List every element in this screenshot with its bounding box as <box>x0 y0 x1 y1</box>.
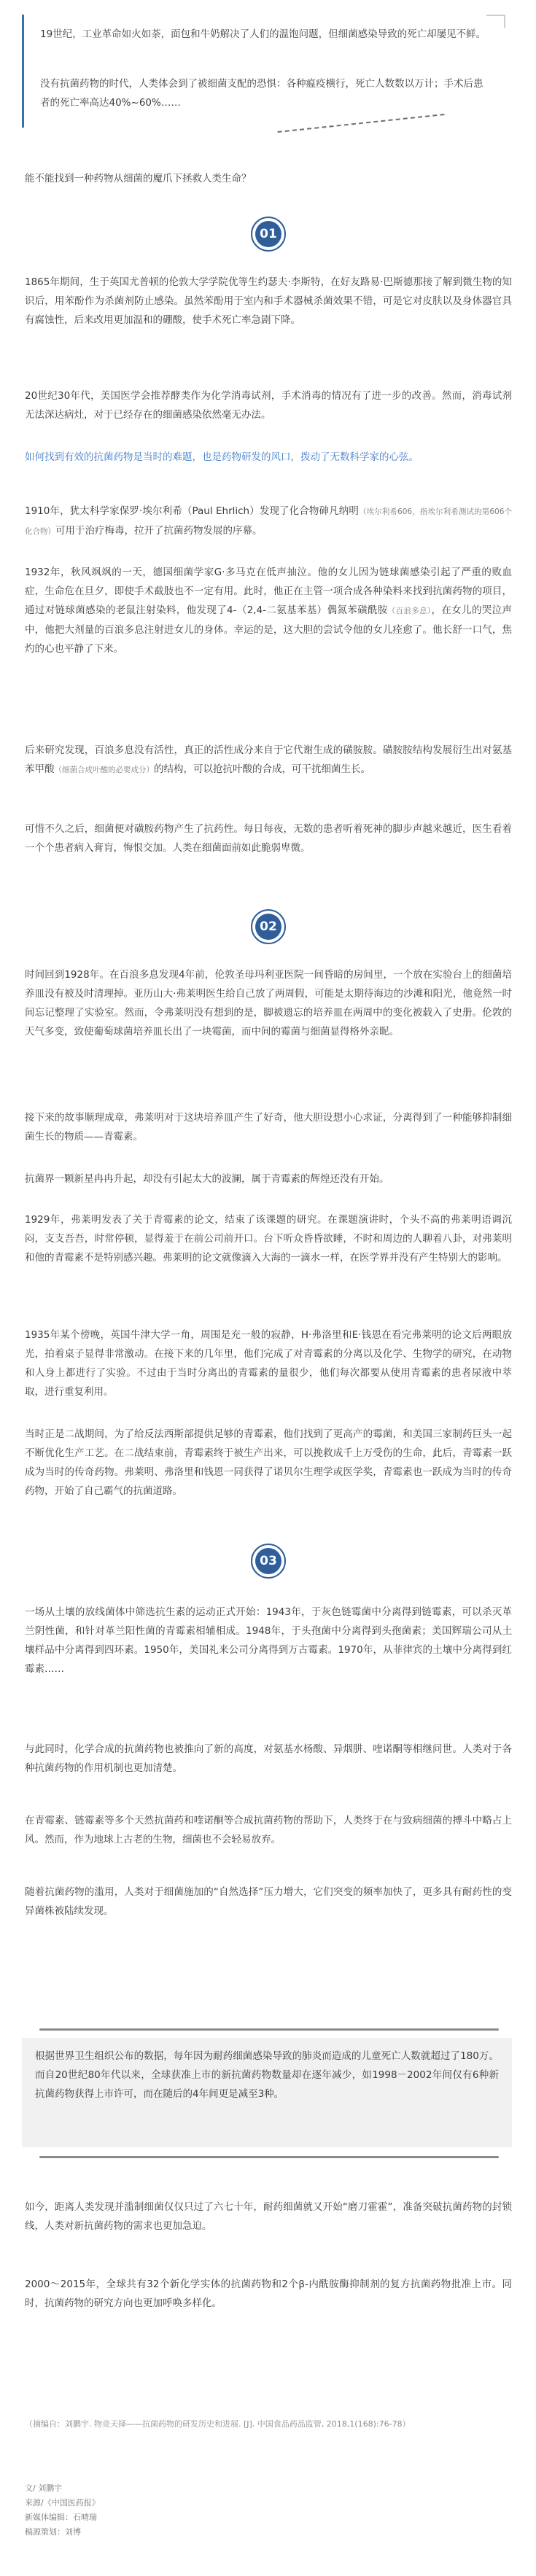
badge-number: 02 <box>260 919 277 934</box>
p3-text: 1910年，犹太科学家保罗·埃尔利希（Paul Ehrlich）发现了化合物砷凡纳明 <box>25 505 359 517</box>
credit-planner: 稿源策划：刘博 <box>25 2527 81 2537</box>
p4-text-b: ，在女儿的哭泣声中，他把大剂量的百浪多息注射进女儿的身体。幸运的是，这大胆的尝试令他的女儿痊愈了。他长舒一口气，焦灼的心也平静了下来。 <box>25 604 513 655</box>
p3-note: （埃尔利希606，指埃尔利希测试的第606个化合物） <box>25 507 512 536</box>
section1-paragraph-5 <box>25 741 512 779</box>
credit-author: 文/ 刘鹏宇 <box>25 2483 63 2493</box>
intro-paragraph-1: 19世纪，工业革命如火如荼，面包和牛奶解决了人们的温饱问题，但细菌感染导致的死亡却屡见不鲜。 <box>40 28 486 40</box>
section2-paragraph-2: 接下来的故事顺理成章，弗莱明对于这块培养皿产生了好奇，他大胆设想小心求证，分离得到了一种能够抑制细菌生长的物质——青霉素。 <box>25 1112 512 1143</box>
section2-paragraph-1: 时间回到1928年。在百浪多息发现4年前，伦敦圣母玛利亚医院一间昏暗的房间里，一个放在实验台上的细菌培养皿没有被及时清理掉。亚历山大·弗莱明医生给自己放了两周假，可能是太期待海边的沙滩和阳光，他竟然一时间忘记整理了实验室。然而，令弗莱明没有想到的是，脚被遗忘的培养皿在两周中的变化被载入了史册。伦敦的天气多变，致使葡萄球菌培养皿长出了一块霉菌，而中间的霉菌与细菌显得格外亲昵。 <box>25 969 512 1038</box>
section-badge-01 <box>250 216 287 252</box>
p4-text-a: 1932年，秋风飒飒的一天，德国细菌学家G·多马克在低声抽泣。他的女儿因为链球菌感染引起了严重的败血症，生命危在旦夕，即使手术截肢也不一定有用。此时，他正在主管一项合成各种染料来找到抗菌药物的项目，通过对链球菌感染的老鼠注射染料，他发现了4-（2,4-二氨基苯基）偶氮苯磺酰胺 <box>25 567 512 616</box>
reference-citation: （摘编自：刘鹏宇. 物竞天择——抗菌药物的研发历史和进展. [J]. 中国食品药品监管, 2018,1(168):76-78） <box>25 2419 411 2429</box>
section2-paragraph-3: 抗菌界一颗新星冉冉升起，却没有引起太大的波澜，属于青霉素的辉煌还没有开始。 <box>25 1173 389 1185</box>
closing-paragraph-2: 2000～2015年，全球共有32个新化学实体的抗菌药物和2个β-内酰胺酶抑制剂的复方抗菌药物批准上市。同时，抗菌药物的研究方向也更加呼唤多样化。 <box>25 2279 512 2309</box>
p5-note: （细菌合成叶酸的必要成分） <box>54 766 154 774</box>
section2-paragraph-4: 1929年，弗莱明发表了关于青霉素的论文，结束了该课题的研究。在课题演讲时，个头不高的弗莱明语调沉闷，支支吾吾，时常停顿，显得羞于在前公司前开口。台下听众昏昏欲睡，不时和周边的人聊着八卦，对弗莱明和他的青霉素不是特别感兴趣。弗莱明的论文就像滴入大海的一滴水一样，在医学界并没有产生特别大的影响。 <box>25 1214 512 1264</box>
section2-paragraph-5: 1935年某个傍晚，英国牛津大学一角，周围是充一般的寂静，H·弗洛里和E·钱恩在看完弗莱明的论文后两眼放光，拍着桌子显得非常激动。在接下来的几年里，他们完成了对青霉素的分离以及化学、生物学的研究，在动物和人身上都进行了实验。不过由于当时分离出的青霉素的量很少，他们每次都要从使用青霉素的患者尿液中萃取，进行重复利用。 <box>25 1329 512 1398</box>
section-badge-03 <box>250 1543 287 1579</box>
section3-paragraph-1: 一场从土壤的放线菌体中筛选抗生素的运动正式开始：1943年，于灰色链霉菌中分离得到链霉素，可以杀灭革兰阴性菌，和针对革兰阳性菌的青霉素相辅相成。1948年，于头孢菌中分离得到头孢菌素；美国辉瑞公司从土壤样品中分离得到四环素。1950年，美国礼来公司分离得到万古霉素。1970年，从菲律宾的土壤中分离得到红霉素…… <box>25 1606 512 1675</box>
stat-bottom-rule <box>39 2156 499 2158</box>
p4-note: （百浪多息） <box>387 607 432 615</box>
intro-paragraph-2: 没有抗菌药物的时代，人类体会到了被细菌支配的恐惧：各种瘟疫横行，死亡人数数以万计；手术后患者的死亡率高达40%~60%…… <box>40 78 483 109</box>
section3-paragraph-2: 与此同时，化学合成的抗菌药物也被推向了新的高度，对氨基水杨酸、异烟肼、喹诺酮等相继问世。人类对于各种抗菌药物的作用机制也更加清楚。 <box>25 1743 512 1774</box>
badge-number: 01 <box>260 227 277 241</box>
p5-text-a: 后来研究发现，百浪多息没有活性，真正的活性成分来自于它代谢生成的磺胺胺。磺胺胺结构发展衍生出对氨基苯甲酸 <box>25 744 512 775</box>
section1-paragraph-1: 1865年期间，生于英国尤普顿的伦敦大学学院优等生约瑟夫·李斯特，在好友路易·巴斯德那接了解到微生物的知识后，用苯酚作为杀菌剂防止感染。虽然苯酚用于室内和手术器械杀菌效果不错，可是它对皮肤以及身体器官具有腐蚀性，后来改用更加温和的硼酸，使手术死亡率急剧下降。 <box>25 276 512 326</box>
section1-paragraph-2: 20世纪30年代，美国医学会推荐酵类作为化学消毒试剂，手术消毒的情况有了进一步的改善。然而，消毒试剂无法深达病灶，对于已经存在的细菌感染依然毫无办法。 <box>25 390 512 421</box>
p5-text-b: 的结构，可以抢抗叶酸的合成，可干扰细菌生长。 <box>154 763 370 775</box>
badge-number: 03 <box>260 1554 277 1568</box>
section-badge-02 <box>250 908 287 945</box>
section1-highlight: 如何找到有效的抗菌药物是当时的难题，也是药物研发的风口，拨动了无数科学家的心弦。 <box>25 451 419 463</box>
section1-paragraph-4 <box>25 563 512 658</box>
statistic-text: 根据世界卫生组织公布的数据，每年因为耐药细菌感染导致的肺炎而造成的儿童死亡人数就超过了180万。而自20世纪80年代以来，全球获准上市的新抗菌药物数量却在逐年减少，如1998－2002年间仅有6种新抗菌药物获得上市许可，而在随后的4年间更是减至3种。 <box>35 2050 499 2100</box>
section3-paragraph-3: 在青霉素、链霉素等多个天然抗菌药和喹诺酮等合成抗菌药物的帮助下，人类终于在与致病细菌的搏斗中略占上风。然而，作为地球上古老的生物，细菌也不会轻易放弃。 <box>25 1815 512 1845</box>
closing-paragraph-1: 如今，距离人类发现并滥制细菌仅仅只过了六七十年，耐药细菌就又开始“磨刀霍霍”，准备突破抗菌药物的封锁线，人类对新抗菌药物的需求也更加急迫。 <box>25 2201 512 2232</box>
credit-editor: 新媒体编辑：石晴瑞 <box>25 2513 97 2522</box>
section1-paragraph-3 <box>25 502 512 541</box>
section3-paragraph-4: 随着抗菌药物的滥用，人类对于细菌施加的“自然选择”压力增大，它们突变的频率加快了，更多具有耐药性的变异菌株被陆续发现。 <box>25 1886 512 1917</box>
section2-paragraph-6: 当时正是二战期间，为了给反法西斯部提供足够的青霉素，他们找到了更高产的霉菌，和美国三家制药巨头一起不断优化生产工艺。在二战结束前，青霉素终于被生产出来，可以挽救成千上万受伤的生命，此后，青霉素一跃成为当时的传奇药物。弗莱明、弗洛里和钱恩一同获得了诺贝尔生理学或医学奖，青霉素也一跃成为当时的传奇药物，开始了自己霸气的抗菌道路。 <box>25 1428 512 1497</box>
credit-source: 来源/《中国医药报》 <box>25 2498 100 2507</box>
intro-box <box>22 15 505 128</box>
section1-paragraph-6: 可惜不久之后，细菌便对磺胺药物产生了抗药性。每日每夜，无数的患者听着死神的脚步声越来越近，医生看着一个个患者病入膏肓，悔恨交加。人类在细菌面前如此脆弱卑微。 <box>25 823 512 854</box>
statistic-box <box>22 2038 512 2147</box>
stat-top-rule <box>39 2028 499 2031</box>
lead-question: 能不能找到一种药物从细菌的魔爪下拯救人类生命？ <box>25 173 252 184</box>
p3-tail: 可用于治疗梅毒，拉开了抗菌药物发展的序幕。 <box>55 525 263 537</box>
